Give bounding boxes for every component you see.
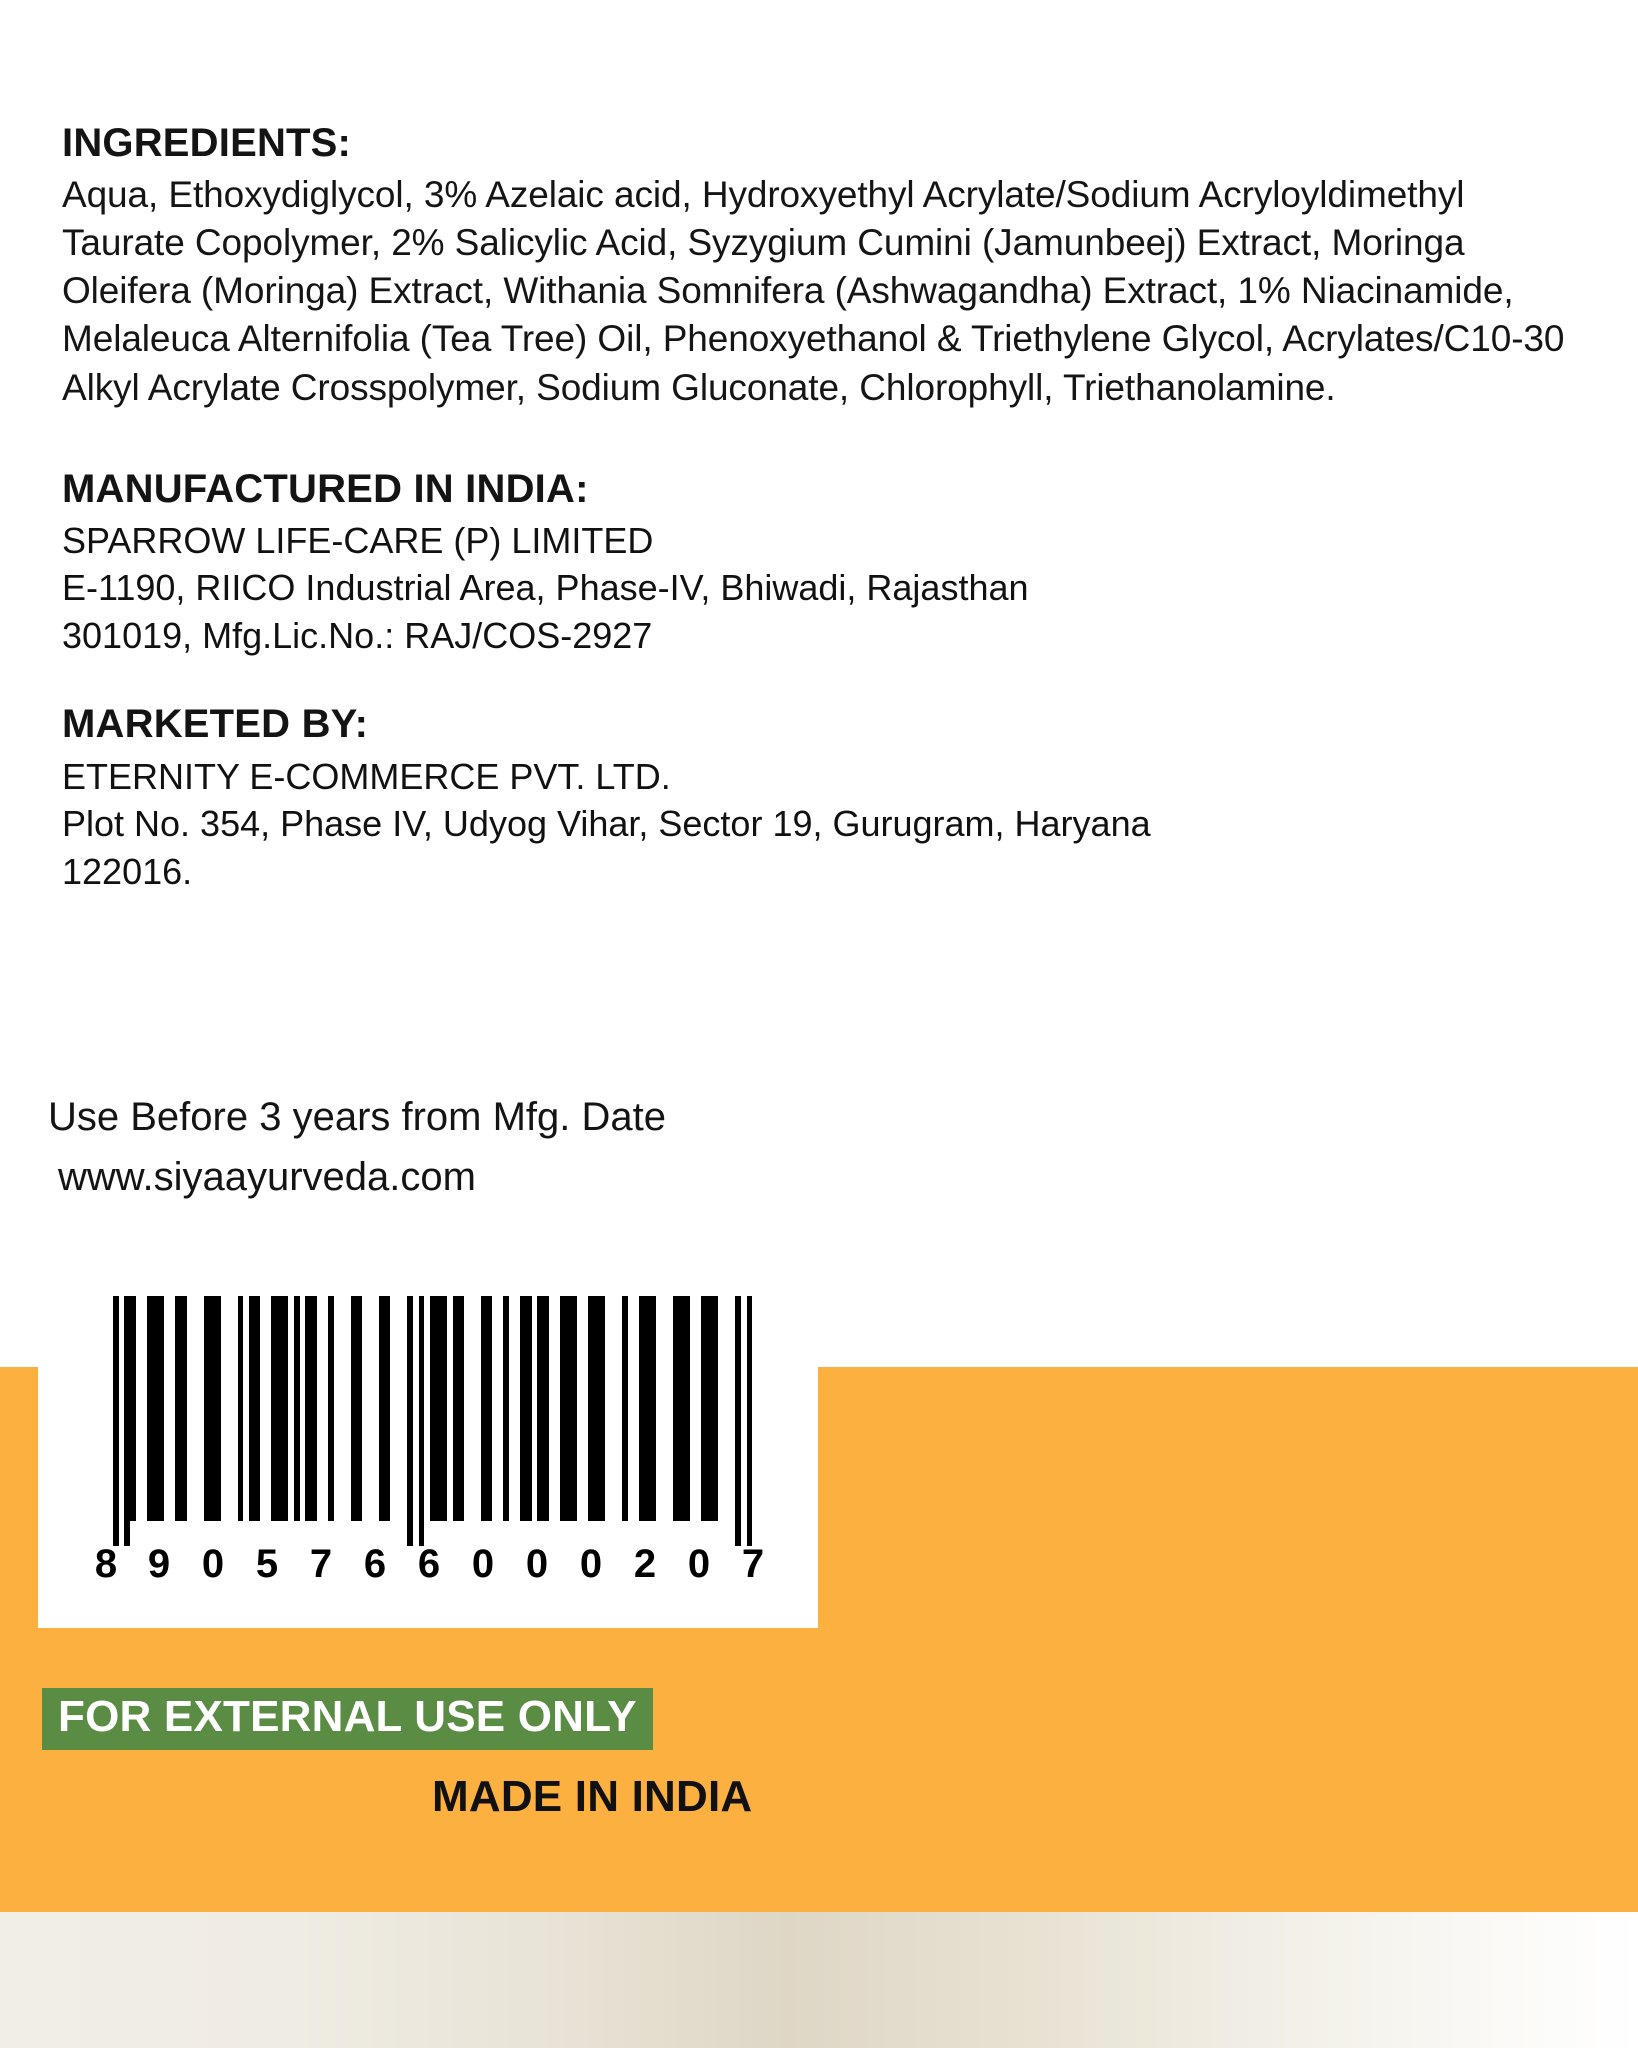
use-before-text: Use Before 3 years from Mfg. Date <box>48 1095 667 1139</box>
barcode-bar <box>628 1296 639 1546</box>
barcode-bar <box>656 1296 673 1546</box>
barcode-bar <box>560 1296 577 1521</box>
marketer-address-line-2: 122016. <box>62 850 193 892</box>
marketed-heading: MARKETED BY: <box>62 702 369 747</box>
barcode-bar <box>147 1296 164 1521</box>
barcode-digit: 9 <box>147 1542 177 1586</box>
website-text: www.siyaayurveda.com <box>58 1155 476 1199</box>
barcode-bar <box>249 1296 260 1521</box>
barcode-bar <box>747 1296 753 1546</box>
barcode-digit: 7 <box>309 1542 339 1586</box>
barcode-digit: 6 <box>363 1542 393 1586</box>
ingredients-heading: INGREDIENTS: <box>62 121 352 165</box>
barcode-bar <box>334 1296 351 1546</box>
barcode-digit: 2 <box>633 1542 663 1586</box>
manufactured-section <box>62 466 1582 660</box>
barcode-bar <box>221 1296 238 1546</box>
barcode-bar <box>351 1296 362 1521</box>
barcode-bar <box>537 1296 548 1521</box>
manufacturer-company: SPARROW LIFE-CARE (P) LIMITED <box>62 519 654 561</box>
barcode-bar <box>453 1296 464 1521</box>
barcode-bar <box>588 1296 605 1521</box>
barcode-digit: 0 <box>525 1542 555 1586</box>
manufacturer-address-line-1: E-1190, RIICO Industrial Area, Phase-IV, Bhiwadi, Rajasthan <box>62 567 1029 609</box>
label-text-area <box>62 120 1582 895</box>
bottom-gradient-strip <box>0 1912 1638 2048</box>
barcode-digit: 5 <box>255 1542 285 1586</box>
barcode-bar <box>317 1296 328 1546</box>
barcode-bar <box>390 1296 401 1546</box>
barcode-bar <box>362 1296 379 1546</box>
barcode-digit: 0 <box>687 1542 717 1586</box>
barcode-digits <box>83 1542 783 1587</box>
manufactured-heading: MANUFACTURED IN INDIA: <box>62 466 589 511</box>
barcode-bar <box>260 1296 271 1546</box>
barcode-bar <box>492 1296 503 1546</box>
barcode-digit: 0 <box>471 1542 501 1586</box>
barcode-bar <box>204 1296 221 1521</box>
barcode-bar <box>718 1296 735 1546</box>
barcode-bar <box>175 1296 186 1521</box>
barcode-group-left <box>135 1542 459 1587</box>
barcode-digit: 6 <box>417 1542 447 1586</box>
manufacturer-address-line-2: 301019, Mfg.Lic.No.: RAJ/COS-2927 <box>62 614 653 656</box>
ingredients-section <box>62 120 1582 412</box>
barcode-bar <box>136 1296 147 1546</box>
marketer-company: ETERNITY E-COMMERCE PVT. LTD. <box>62 755 671 797</box>
barcode-bar <box>701 1296 718 1521</box>
barcode-bar <box>271 1296 288 1521</box>
made-in-india-text: MADE IN INDIA <box>432 1772 753 1821</box>
ingredients-body: Aqua, Ethoxydiglycol, 3% Azelaic acid, Hydroxyethyl Acrylate/Sodium Acryloyldimethyl Taurate Copolymer, 2% Salicylic Acid, Syzygium Cumini (Jamunbeej) Extract, Moringa Oleifera (Moringa) Extract, Withania Somnifera (Ashwagandha) Extract, 1% Niacinamide, Melaleuca Alternifolia (Tea Tree) Oil, Phenoxyethanol & Triethylene Glycol, Acrylates/C10-30 Alkyl Acrylate Crosspolymer, Sodium Gluconate, Chlorophyll, Triethanolamine. <box>62 174 1565 408</box>
barcode-bar <box>690 1296 701 1546</box>
marketer-address-line-1: Plot No. 354, Phase IV, Udyog Vihar, Sector 19, Gurugram, Haryana <box>62 803 1151 845</box>
barcode-digit: 0 <box>201 1542 231 1586</box>
barcode-digit: 0 <box>579 1542 609 1586</box>
barcode-bar <box>430 1296 447 1521</box>
barcode-bar <box>464 1296 481 1546</box>
barcode-group-right <box>459 1542 783 1587</box>
external-use-badge: FOR EXTERNAL USE ONLY <box>42 1688 653 1750</box>
barcode-bar <box>673 1296 690 1521</box>
barcode-bar <box>549 1296 560 1546</box>
barcode-bar <box>379 1296 390 1521</box>
barcode-bar <box>164 1296 175 1546</box>
barcode-bars <box>113 1296 753 1546</box>
barcode-digit: 7 <box>741 1542 771 1586</box>
ean13-barcode <box>38 1288 818 1628</box>
barcode-digit-left: 8 <box>94 1542 124 1586</box>
barcode-bar <box>305 1296 316 1521</box>
barcode-bar <box>509 1296 520 1546</box>
marketed-section <box>62 701 1582 895</box>
barcode-bar <box>639 1296 656 1521</box>
barcode-bar <box>577 1296 588 1546</box>
barcode-bar <box>481 1296 492 1521</box>
barcode-bar <box>187 1296 204 1546</box>
barcode-bar <box>605 1296 622 1546</box>
barcode-bar <box>520 1296 531 1521</box>
